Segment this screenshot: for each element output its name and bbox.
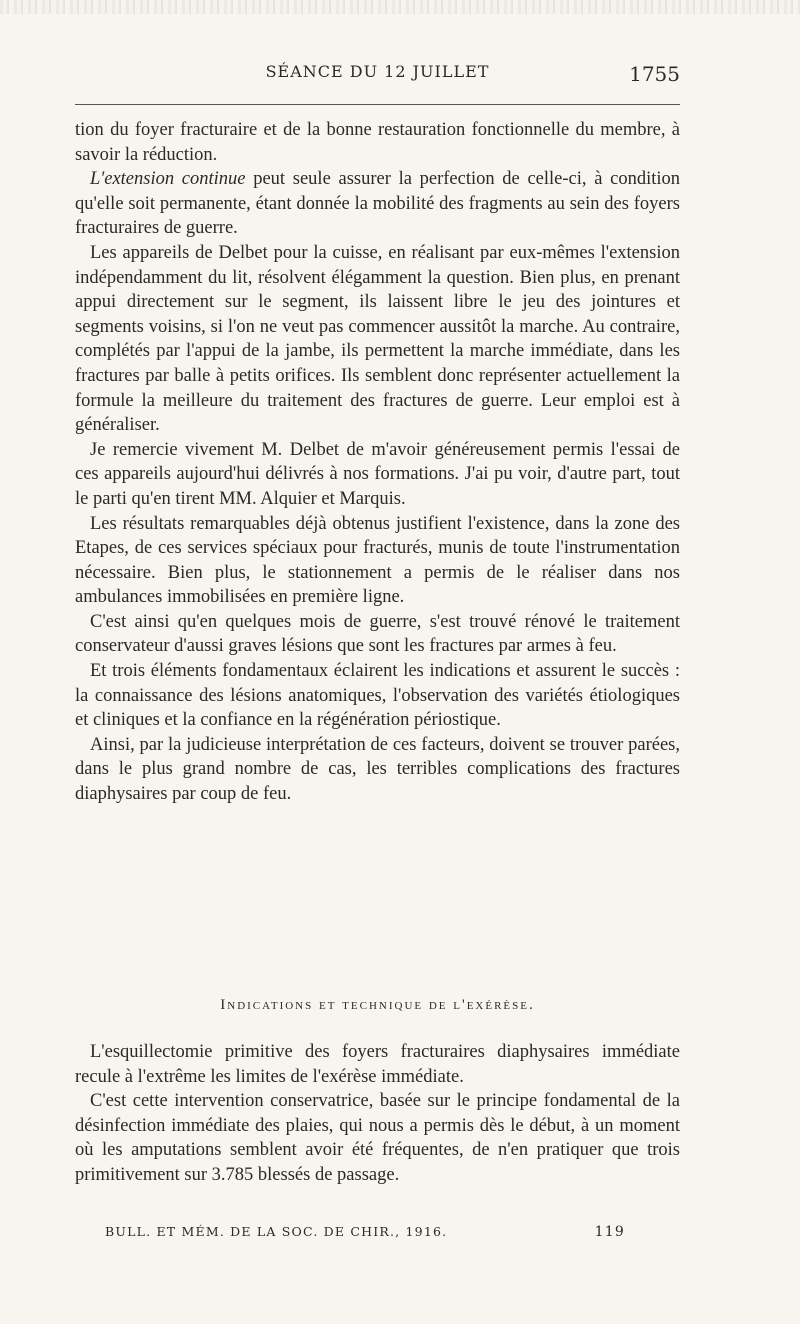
body-text [75,118,680,807]
paragraph-4: Je remercie vivement M. Delbet de m'avoir généreusement permis l'essai de ces appareils aujourd'hui délivrés à nos formations. J'ai pu voir, d'autre part, tout le parti qu'en tirent MM. Alquier et Marquis. [75,439,680,509]
paragraph-2 [75,167,680,241]
page-footer [105,1224,625,1244]
italic-lead: L'extension continue [90,169,246,190]
signature-number: 119 [594,1224,625,1240]
section-paragraph-1: L'esquillectomie primitive des foyers fracturaires diaphysaires immédiate recule à l'extrême les limites de l'exérèse immédiate. [75,1042,680,1087]
page-number: 1755 [629,62,680,86]
running-title: SÉANCE DU 12 JUILLET [265,62,490,81]
paragraph-1: tion du foyer fracturaire et de la bonne restauration fonctionnelle du membre, à savoir la réduction. [75,120,680,165]
paragraph-6: C'est ainsi qu'en quelques mois de guerre, s'est trouvé rénové le traitement conservateur d'aussi graves lésions que sont les fractures par armes à feu. [75,611,680,657]
paragraph-2-text: peut seule assurer la perfection de celle-ci, à condition qu'elle soit permanente, étant donnée la mobilité des fragments au sein des foyers fracturaires de guerre. [75,169,681,239]
paragraph-7: Et trois éléments fondamentaux éclairent les indications et assurent le succès : la connaissance des lésions anatomiques, l'observation des variétés étiologiques et cliniques et la confiance en la régénération périostique. [75,661,680,731]
paragraph-8: Ainsi, par la judicieuse interprétation de ces facteurs, doivent se trouver parées, dans le plus grand nombre de cas, les terribles complications des fractures diaphysaires par coup de feu. [75,734,680,805]
section-heading [75,997,680,1014]
paragraph-3: Les appareils de Delbet pour la cuisse, en réalisant par eux-mêmes l'extension indépendamment du lit, résolvent élégamment la question. Bien plus, en prenant appui directement sur le segment, ils laissent libre le jeu des jointures et segments voisins, si l'on ne veut pas commencer aussitôt la marche. Au contraire, complétés par l'appui de la jambe, ils permettent la marche immédiate, dans les fractures par balle à petits orifices. Ils semblent donc représenter actuellement la formule la meilleure du traitement des fractures de guerre. Leur emploi est à généraliser. [75,242,680,436]
section-heading-text: Indications et technique de l'exérèse. [220,997,535,1013]
journal-citation: BULL. ET MÉM. DE LA SOC. DE CHIR., 1916. [105,1224,448,1239]
section-paragraph-2: C'est cette intervention conservatrice, basée sur le principe fondamental de la désinfection immédiate des plaies, qui nous a permis dès le début, à un moment où les amputations semblent avoir été fréquentes, de n'en pratiquer que trois primitivement sur 3.785 blessés de passage. [75,1091,680,1185]
paragraph-5: Les résultats remarquables déjà obtenus justifient l'existence, dans la zone des Etapes, de ces services spéciaux pour fracturés, munis de toute l'instrumentation nécessaire. Bien plus, le stationnement a permis de le réaliser dans nos ambulances immobilisées en première ligne. [75,513,680,608]
page-header [75,62,680,92]
header-rule [75,104,680,105]
section-body-text [75,1040,680,1188]
scan-edge [0,0,800,14]
